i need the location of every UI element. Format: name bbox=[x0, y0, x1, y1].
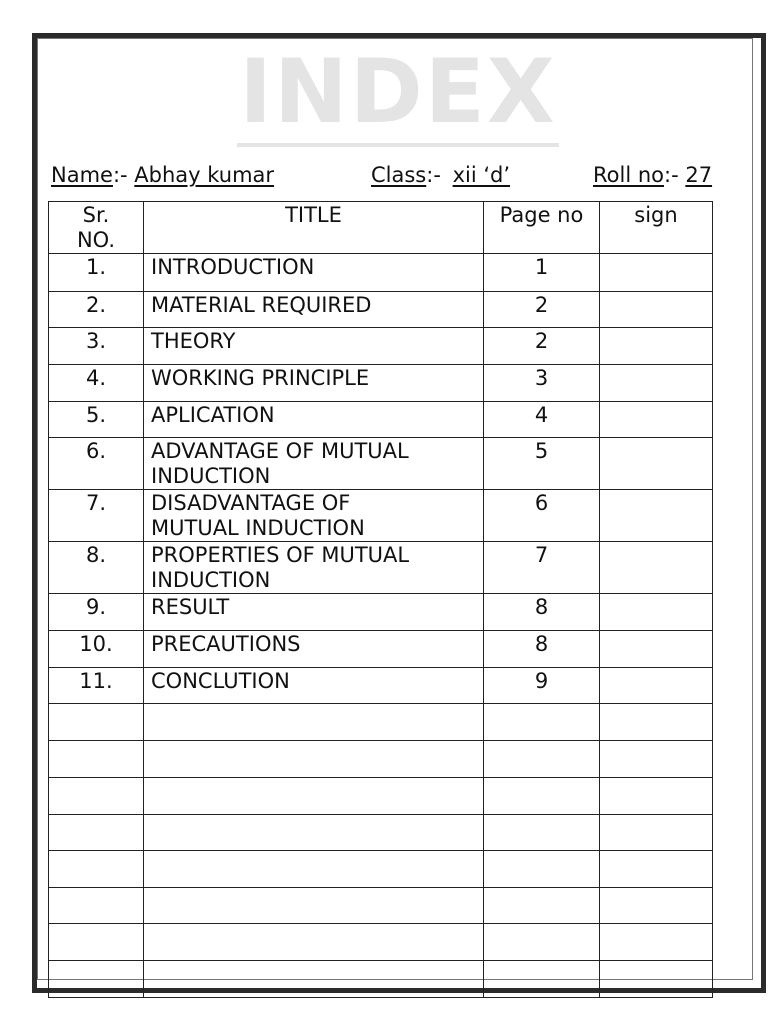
empty-cell bbox=[484, 704, 600, 741]
page-cell: 4 bbox=[484, 402, 600, 438]
title-cell: ADVANTAGE OF MUTUAL INDUCTION bbox=[144, 438, 484, 490]
table-row bbox=[49, 490, 713, 542]
empty-cell bbox=[49, 851, 144, 888]
sr-cell: 9. bbox=[49, 594, 144, 631]
title-cell: THEORY bbox=[144, 328, 484, 365]
page-cell: 1 bbox=[484, 254, 600, 292]
sr-cell: 10. bbox=[49, 631, 144, 668]
empty-cell bbox=[600, 961, 713, 998]
empty-cell bbox=[144, 815, 484, 851]
empty-cell bbox=[484, 741, 600, 778]
table-row bbox=[49, 594, 713, 631]
name-value: Abhay kumar bbox=[134, 163, 275, 187]
empty-cell bbox=[144, 851, 484, 888]
table-row bbox=[49, 631, 713, 668]
empty-cell bbox=[49, 741, 144, 778]
sr-cell: 5. bbox=[49, 402, 144, 438]
sr-cell: 8. bbox=[49, 542, 144, 594]
table-row bbox=[49, 328, 713, 365]
empty-cell bbox=[600, 924, 713, 961]
empty-cell bbox=[484, 961, 600, 998]
empty-row bbox=[49, 924, 713, 961]
page-title-text: INDEX bbox=[237, 40, 558, 147]
empty-cell bbox=[49, 924, 144, 961]
roll-value: 27 bbox=[685, 163, 713, 187]
class-label: Class bbox=[371, 163, 427, 187]
sr-cell: 3. bbox=[49, 328, 144, 365]
page-cell: 9 bbox=[484, 668, 600, 704]
empty-cell bbox=[49, 704, 144, 741]
sr-cell: 2. bbox=[49, 292, 144, 328]
roll-label: Roll no bbox=[593, 163, 664, 187]
empty-row bbox=[49, 888, 713, 924]
page-cell: 7 bbox=[484, 542, 600, 594]
name-field bbox=[51, 163, 274, 187]
empty-cell bbox=[600, 851, 713, 888]
empty-cell bbox=[144, 704, 484, 741]
empty-cell bbox=[600, 888, 713, 924]
page-cell: 8 bbox=[484, 631, 600, 668]
table-row bbox=[49, 542, 713, 594]
sr-cell: 7. bbox=[49, 490, 144, 542]
empty-row bbox=[49, 961, 713, 998]
title-cell: PROPERTIES OF MUTUAL INDUCTION bbox=[144, 542, 484, 594]
header-title: TITLE bbox=[144, 202, 484, 254]
empty-cell bbox=[144, 741, 484, 778]
empty-cell bbox=[484, 851, 600, 888]
sr-cell: 6. bbox=[49, 438, 144, 490]
empty-row bbox=[49, 851, 713, 888]
empty-cell bbox=[144, 961, 484, 998]
sign-cell bbox=[600, 594, 713, 631]
title-cell: CONCLUTION bbox=[144, 668, 484, 704]
sign-cell bbox=[600, 292, 713, 328]
empty-cell bbox=[144, 778, 484, 815]
page-cell: 6 bbox=[484, 490, 600, 542]
page-cell: 3 bbox=[484, 365, 600, 402]
sign-cell bbox=[600, 668, 713, 704]
empty-cell bbox=[49, 778, 144, 815]
table-row bbox=[49, 254, 713, 292]
empty-row bbox=[49, 815, 713, 851]
title-cell: INTRODUCTION bbox=[144, 254, 484, 292]
empty-cell bbox=[144, 888, 484, 924]
empty-row bbox=[49, 741, 713, 778]
sign-cell bbox=[600, 328, 713, 365]
empty-cell bbox=[600, 778, 713, 815]
sr-cell: 11. bbox=[49, 668, 144, 704]
empty-cell bbox=[600, 815, 713, 851]
sign-cell bbox=[600, 631, 713, 668]
empty-row bbox=[49, 778, 713, 815]
empty-row bbox=[49, 704, 713, 741]
sign-cell bbox=[600, 438, 713, 490]
empty-cell bbox=[600, 704, 713, 741]
title-cell: WORKING PRINCIPLE bbox=[144, 365, 484, 402]
table-header-row bbox=[49, 202, 713, 254]
page-cell: 5 bbox=[484, 438, 600, 490]
class-separator: :- bbox=[426, 163, 448, 187]
empty-cell bbox=[484, 778, 600, 815]
index-table bbox=[48, 201, 713, 998]
sign-cell bbox=[600, 365, 713, 402]
sign-cell bbox=[600, 542, 713, 594]
title-cell: DISADVANTAGE OF MUTUAL INDUCTION bbox=[144, 490, 484, 542]
title-cell: APLICATION bbox=[144, 402, 484, 438]
sign-cell bbox=[600, 402, 713, 438]
header-sr-no: Sr. NO. bbox=[49, 202, 144, 254]
table-row bbox=[49, 365, 713, 402]
table-row bbox=[49, 438, 713, 490]
header-sign: sign bbox=[600, 202, 713, 254]
empty-cell bbox=[600, 741, 713, 778]
empty-cell bbox=[49, 961, 144, 998]
page-cell: 2 bbox=[484, 292, 600, 328]
table-row bbox=[49, 292, 713, 328]
title-cell: MATERIAL REQUIRED bbox=[144, 292, 484, 328]
table-row bbox=[49, 402, 713, 438]
empty-cell bbox=[49, 888, 144, 924]
sign-cell bbox=[600, 490, 713, 542]
page-title bbox=[0, 40, 768, 143]
header-page-no: Page no bbox=[484, 202, 600, 254]
name-label: Name bbox=[51, 163, 113, 187]
class-value: xii ‘d’ bbox=[452, 163, 511, 187]
roll-separator: :- bbox=[664, 163, 686, 187]
empty-cell bbox=[49, 815, 144, 851]
sr-cell: 1. bbox=[49, 254, 144, 292]
title-cell: PRECAUTIONS bbox=[144, 631, 484, 668]
empty-cell bbox=[484, 815, 600, 851]
name-separator: :- bbox=[112, 163, 135, 187]
page-cell: 2 bbox=[484, 328, 600, 365]
class-field bbox=[371, 163, 510, 187]
sign-cell bbox=[600, 254, 713, 292]
sr-cell: 4. bbox=[49, 365, 144, 402]
title-cell: RESULT bbox=[144, 594, 484, 631]
roll-field bbox=[593, 163, 712, 187]
page-cell: 8 bbox=[484, 594, 600, 631]
empty-cell bbox=[484, 924, 600, 961]
table-row bbox=[49, 668, 713, 704]
empty-cell bbox=[484, 888, 600, 924]
empty-cell bbox=[144, 924, 484, 961]
